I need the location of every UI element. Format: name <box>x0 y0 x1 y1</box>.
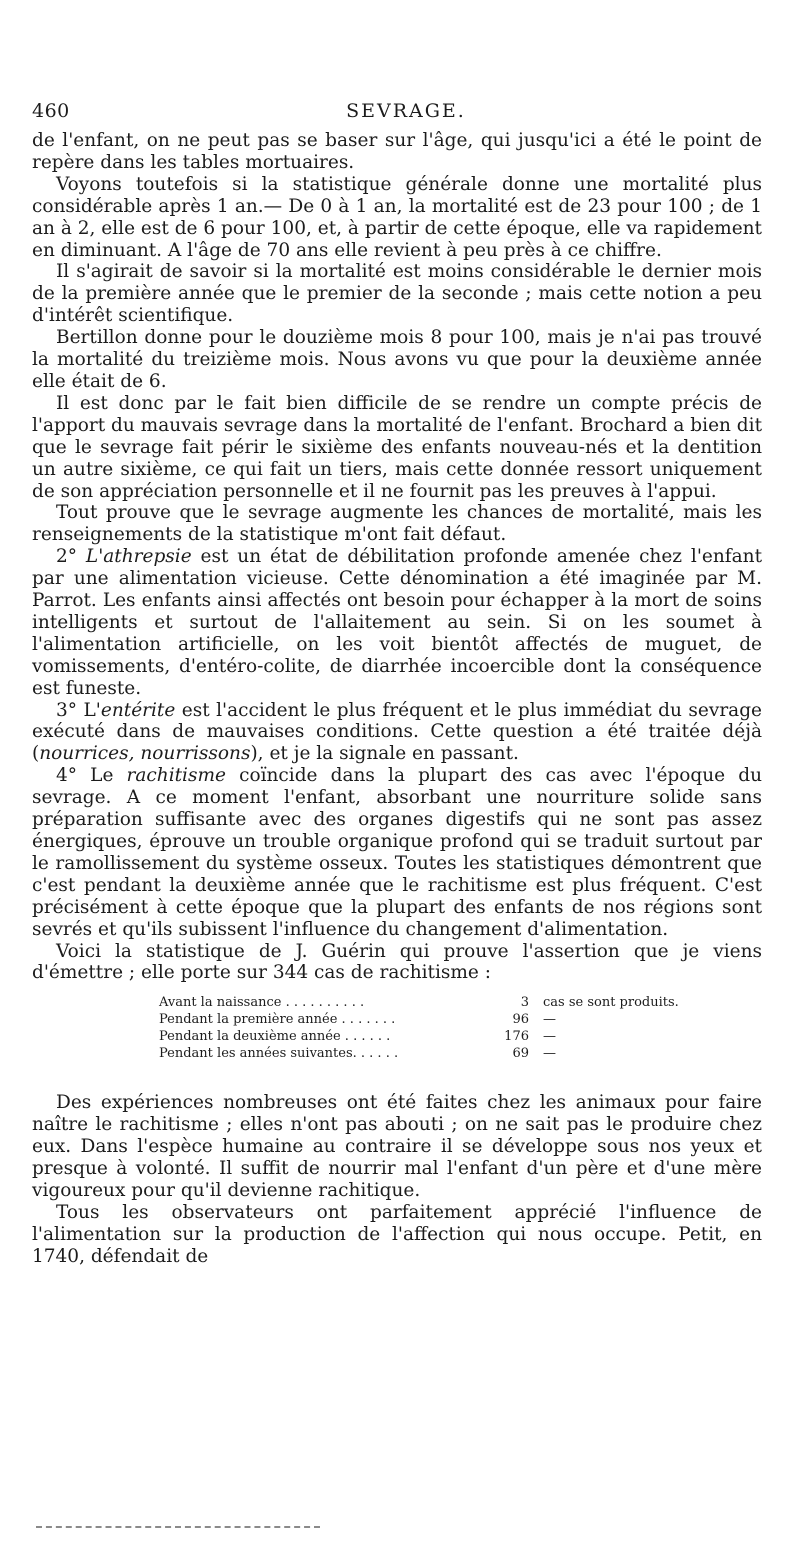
table-row <box>159 994 679 1011</box>
item-tail: ), et je la signale en passant. <box>250 743 519 765</box>
paragraph: Voici la statistique de J. Guérin qui prouve l'assertion que je viens d'émettre ; elle porte sur 344 cas de rachitisme : <box>32 940 762 984</box>
paragraph: Tous les observateurs ont parfaitement apprécié l'influence de l'alimentation sur la production de l'affection qui nous occupe. Petit, en 1740, défendait de <box>32 1201 762 1267</box>
page-body <box>32 130 762 1268</box>
item-term: L'athrepsie <box>85 546 192 568</box>
item-number: 2° <box>56 546 86 568</box>
page-header <box>32 96 768 128</box>
table-row <box>159 1028 679 1045</box>
table-row <box>159 1045 679 1062</box>
paragraph: Bertillon donne pour le douzième mois 8 pour 100, mais je n'ai pas trouvé la mortalité du treizième mois. Nous avons vu que pour la deuxième année elle était de 6. <box>32 327 762 392</box>
paragraph-enterite <box>32 700 762 766</box>
row-note: cas se sont produits. <box>543 995 679 1011</box>
row-note: — <box>543 1012 556 1028</box>
row-value: 176 <box>504 1029 529 1045</box>
row-label: Pendant la première année . . . . . . . <box>159 1012 396 1028</box>
table-row <box>159 1011 679 1028</box>
item-number: 3° L' <box>56 699 101 721</box>
item-term: rachitisme <box>126 765 226 787</box>
item-number: 4° Le <box>56 765 127 787</box>
cross-reference: nourrices, nourrissons <box>39 743 251 765</box>
item-text: est l'accident le plus fréquent et le plus immédiat du sevrage exécuté dans de mauvaises conditions. Cette question a été traitée déjà ( <box>32 699 762 765</box>
item-term: entérite <box>100 699 176 721</box>
page-number: 460 <box>32 100 70 122</box>
item-text: coïncide dans la plupart des cas avec l'époque du sevrage. A ce moment l'enfant, absorbant une nourriture solide sans préparation suffisante avec des organes digestifs qui ne sont pas assez énergiques, éprouve un trouble organique profond qui se traduit surtout par le ramollissement du système osseux. Toutes les statistiques démontrent que c'est pendant la deuxième année que le rachitisme est plus fréquent. C'est précisément à cette époque que la plupart des enfants de nos régions sont sevrés et qu'ils subissent l'influence du changement d'alimentation. <box>32 765 763 940</box>
item-text: est un état de débilitation profonde amenée chez l'enfant par une alimentation vicieuse. Cette dénomination a été imaginée par M. Parrot. Les enfants ainsi affectés ont besoin pour échapper à la mort de soins intelligents et surtout de l'allaitement au sein. Si on les soumet à l'alimentation artificielle, on les voit bientôt affectés de muguet, de vomissements, d'entéro-colite, de diarrhée incoercible dont la conséquence est funeste. <box>32 546 763 699</box>
row-note: — <box>543 1029 556 1045</box>
paragraph: Voyons toutefois si la statistique générale donne une mortalité plus considérable après 1 an.— De 0 à 1 an, la mortalité est de 23 pour 100 ; de 1 an à 2, elle est de 6 pour 100, et, à partir de cette époque, elle va rapidement en diminuant. A l'âge de 70 ans elle revient à peu près à ce chiffre. <box>32 173 762 261</box>
row-value: 96 <box>512 1012 529 1028</box>
paragraph: Tout prouve que le sevrage augmente les chances de mortalité, mais les renseignements de la statistique m'ont fait défaut. <box>32 502 762 546</box>
footer-rule <box>36 1526 320 1528</box>
paragraph: Des expériences nombreuses ont été faites chez les animaux pour faire naître le rachitisme ; elles n'ont pas abouti ; on ne sait pas le produire chez eux. Dans l'espèce humaine au contraire il se développe sous nos yeux et presque à volonté. Il suffit de nourrir mal l'enfant d'un père et d'une mère vigoureux pour qu'il devienne rachitique. <box>32 1092 762 1201</box>
row-label: Pendant les années suivantes. . . . . . <box>159 1046 399 1062</box>
paragraph-rachitisme <box>32 765 762 940</box>
row-note: — <box>543 1046 556 1062</box>
row-label: Avant la naissance . . . . . . . . . . <box>159 995 365 1011</box>
paragraph: Il s'agirait de savoir si la mortalité est moins considérable le dernier mois de la première année que le premier de la seconde ; mais cette notion a peu d'intérêt scientifique. <box>32 261 762 327</box>
paragraph: de l'enfant, on ne peut pas se baser sur l'âge, qui jusqu'ici a été le point de repère dans les tables mortuaires. <box>32 130 762 173</box>
row-label: Pendant la deuxième année . . . . . . <box>159 1029 391 1045</box>
paragraph-athrepsie <box>32 546 762 699</box>
statistics-table <box>159 994 679 1062</box>
paragraph: Il est donc par le fait bien difficile de se rendre un compte précis de l'apport du mauvais sevrage dans la mortalité de l'enfant. Brochard a bien dit que le sevrage fait périr le sixième des enfants nouveau-nés et la dentition un autre sixième, ce qui fait un tiers, mais cette donnée ressort uniquement de son appréciation personnelle et il ne fournit pas les preuves à l'appui. <box>32 392 763 502</box>
running-title: SEVRAGE. <box>346 100 466 122</box>
row-value: 69 <box>512 1046 529 1062</box>
row-value: 3 <box>520 995 529 1011</box>
